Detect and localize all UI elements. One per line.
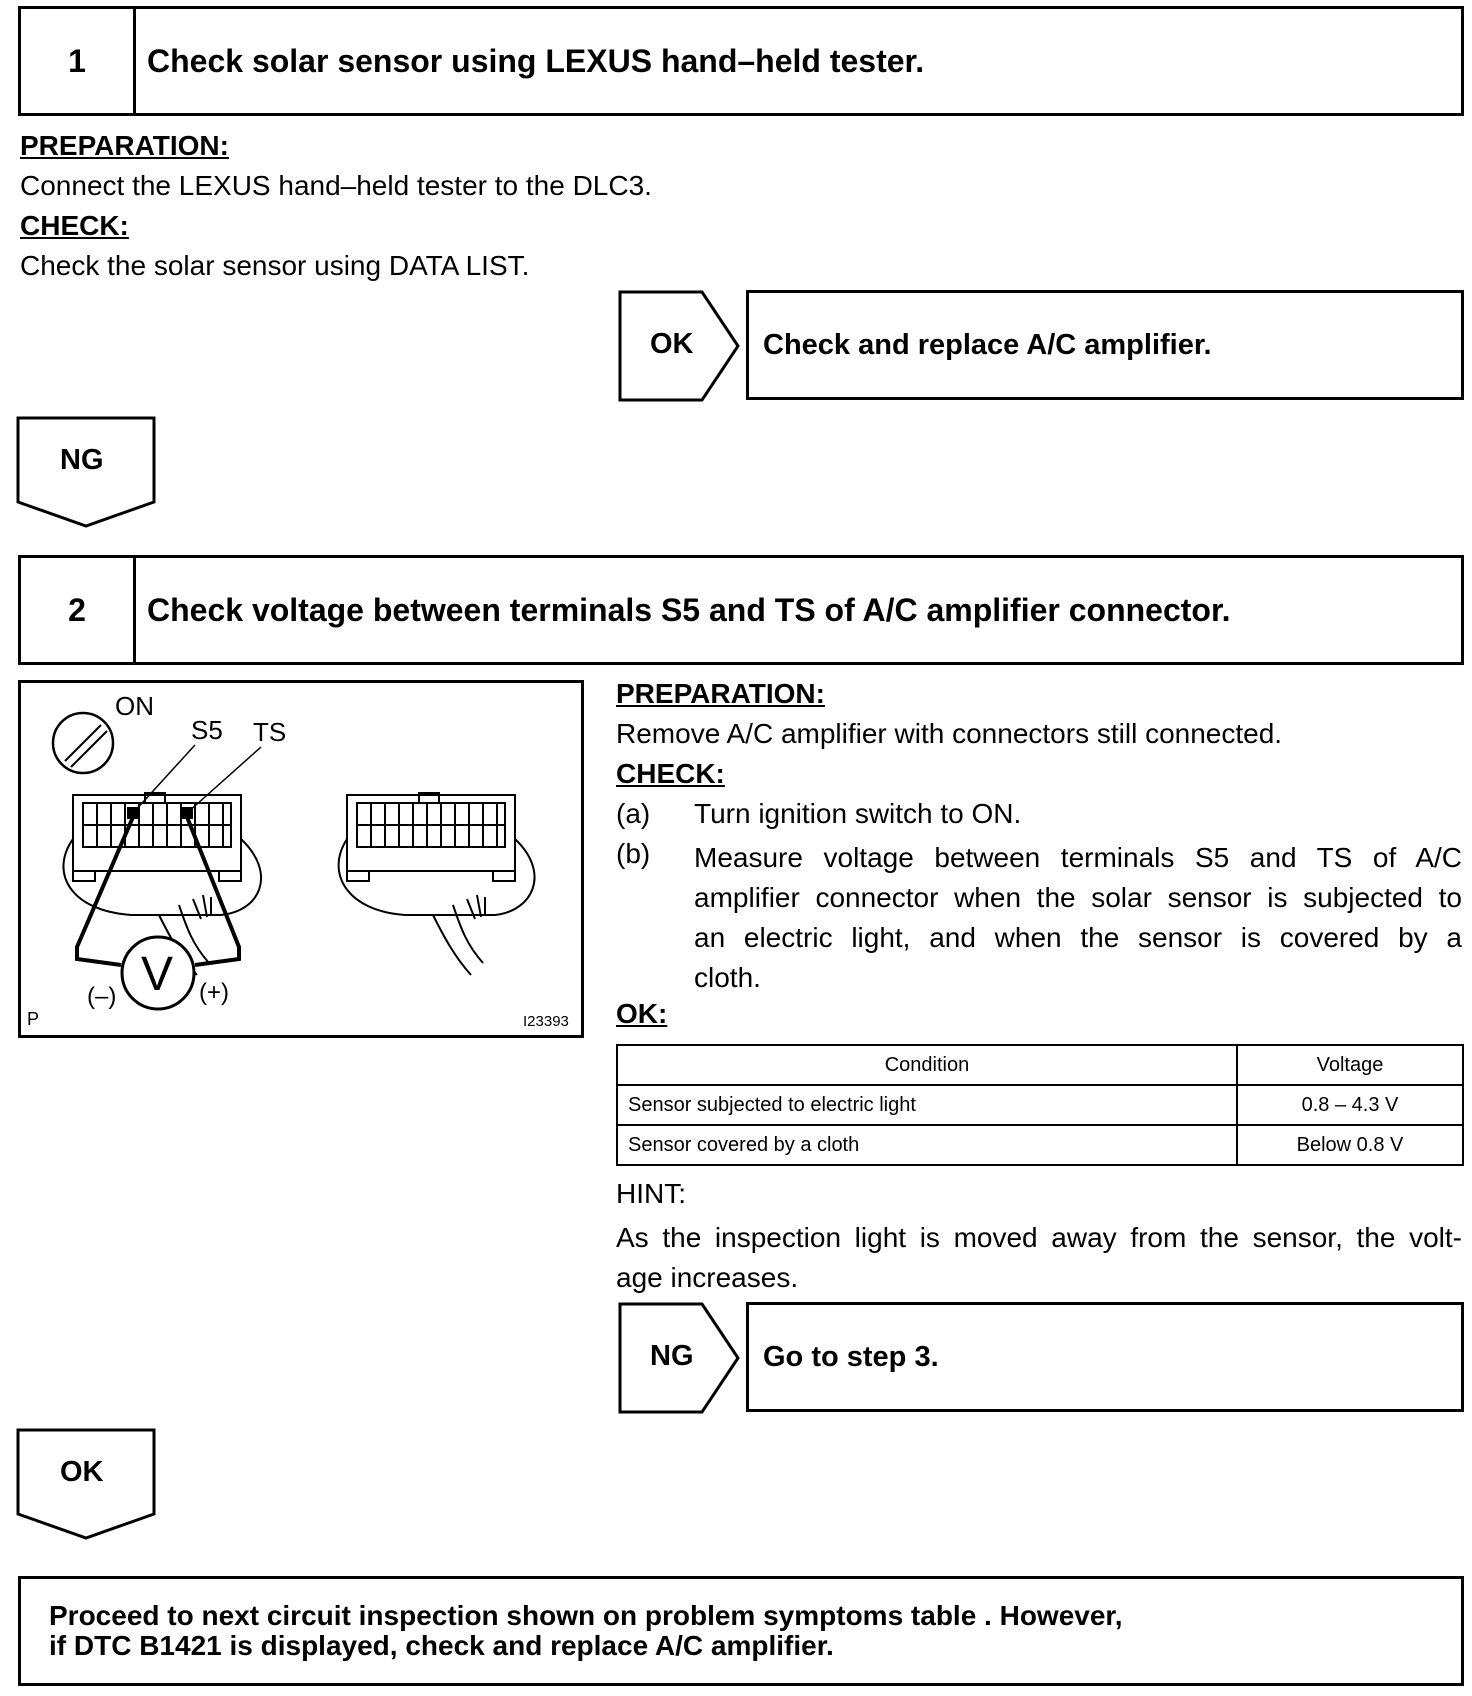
step2-hint-label: HINT:: [616, 1178, 686, 1209]
step2-ok-flow-label: OK: [60, 1456, 104, 1488]
step2-check-a-marker: (a): [616, 798, 651, 829]
diagram-s5-label: S5: [191, 715, 223, 745]
final-line: Proceed to next circuit inspection shown on problem symptoms table . However,: [49, 1600, 1123, 1631]
step2-check-b-text: [694, 838, 1462, 998]
step1-ok-label: OK: [650, 328, 694, 360]
step2-preparation-text: Remove A/C amplifier with connectors still connected.: [616, 718, 1283, 749]
diagram-neg-label: (–): [87, 983, 117, 1010]
table-cell-voltage: Below 0.8 V: [1237, 1125, 1463, 1165]
step2-check-label: CHECK:: [616, 758, 725, 789]
step1-preparation-text: Connect the LEXUS hand–held tester to the DLC3.: [20, 170, 652, 201]
ok-voltage-table: [616, 1044, 1464, 1166]
step1-check-text: Check the solar sensor using DATA LIST.: [20, 250, 530, 281]
step1-title: Check solar sensor using LEXUS hand–held tester.: [147, 42, 925, 79]
negative-lead: [77, 817, 133, 965]
table-row: [617, 1085, 1463, 1125]
step1-preparation-label: PREPARATION:: [20, 130, 229, 161]
diagram-ts-label: TS: [253, 717, 287, 747]
step1-ng-label: NG: [60, 444, 104, 476]
step2-check-b-marker: (b): [616, 838, 651, 869]
diagram-corner-label: P: [27, 1009, 40, 1029]
step2-number: 2: [21, 558, 136, 662]
table-header-voltage: Voltage: [1237, 1045, 1463, 1085]
check-b-line: amplifier connector when the solar sensor is subjected to: [694, 882, 1462, 913]
step1-header: [18, 6, 1464, 116]
table-cell-voltage: 0.8 – 4.3 V: [1237, 1085, 1463, 1125]
step1-check-label: CHECK:: [20, 210, 129, 241]
step2-check-a-text: Turn ignition switch to ON.: [694, 798, 1022, 829]
table-cell-condition: Sensor subjected to electric light: [617, 1085, 1237, 1125]
final-instruction-box: [18, 1576, 1464, 1686]
diagram-figure-id: I23393: [523, 1013, 569, 1030]
step2-ng-label: NG: [650, 1340, 694, 1372]
table-cell-condition: Sensor covered by a cloth: [617, 1125, 1237, 1165]
step2-preparation-label: PREPARATION:: [616, 678, 825, 709]
step1-ok-result: Check and replace A/C amplifier.: [746, 290, 1464, 400]
check-b-line: cloth.: [694, 962, 761, 993]
step2-ng-result: Go to step 3.: [746, 1302, 1464, 1412]
step2-ok-label: OK:: [616, 998, 668, 1029]
table-header-condition: Condition: [617, 1045, 1237, 1085]
table-header-row: [617, 1045, 1463, 1085]
hint-line: As the inspection light is moved away from the sensor, the volt-: [616, 1222, 1462, 1253]
step2-title: Check voltage between terminals S5 and TS of A/C amplifier connector.: [147, 591, 1231, 628]
ignition-switch-icon: [53, 713, 113, 773]
step2-header: [18, 555, 1464, 665]
amplifier-connector-right-icon: [339, 793, 535, 975]
diagram-on-label: ON: [115, 691, 154, 721]
table-row: [617, 1125, 1463, 1165]
connector-diagram: [18, 680, 584, 1038]
voltmeter-label: V: [141, 948, 174, 1001]
check-b-line: an electric light, and when the sensor is covered by a: [694, 922, 1462, 953]
check-b-line: Measure voltage between terminals S5 and TS of A/C: [694, 842, 1462, 873]
final-line: if DTC B1421 is displayed, check and replace A/C amplifier.: [49, 1630, 834, 1661]
hint-line: age increases.: [616, 1262, 799, 1293]
step1-number: 1: [21, 9, 136, 113]
step2-hint-text: [616, 1218, 1462, 1298]
diagram-pos-label: (+): [199, 979, 229, 1006]
